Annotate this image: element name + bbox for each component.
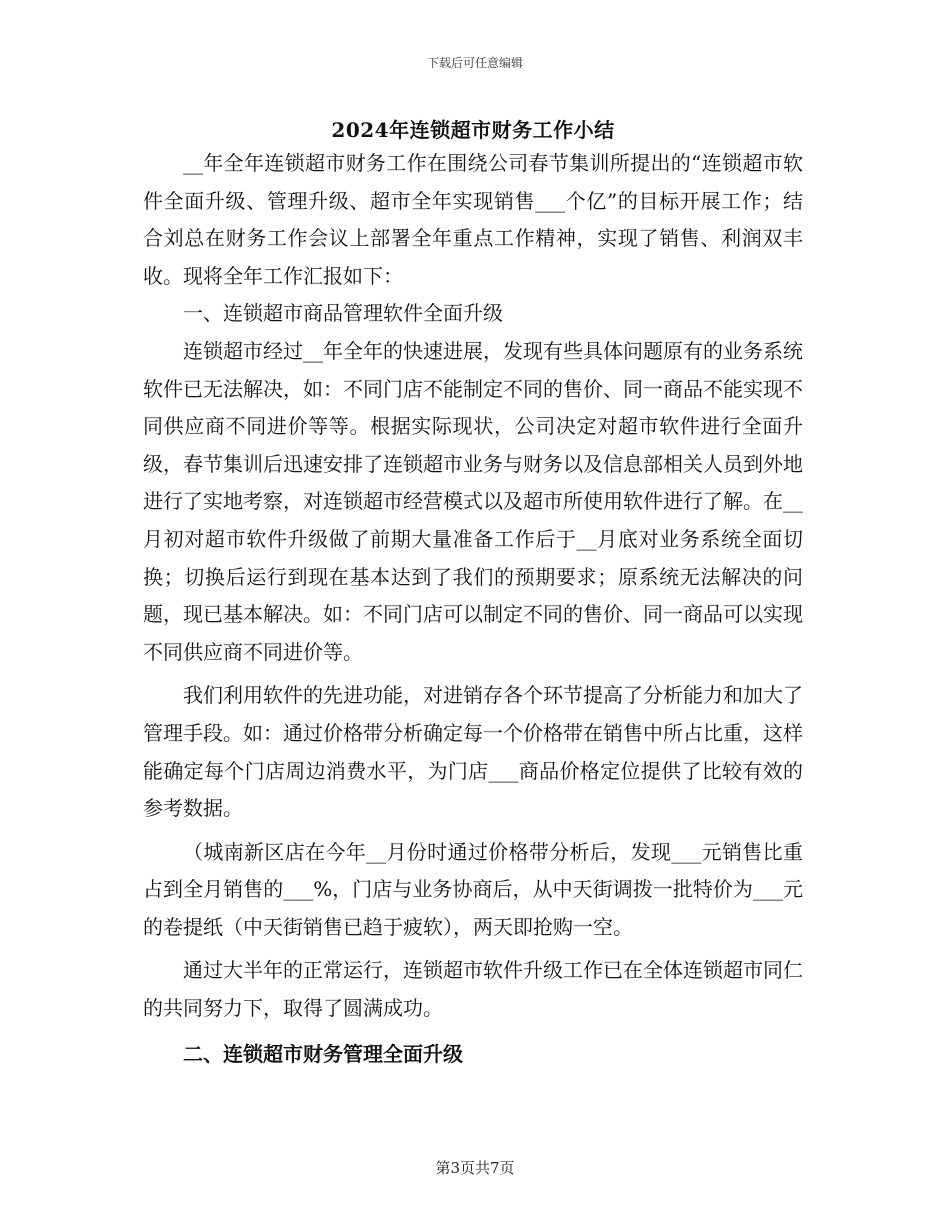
section-heading-2: 二、连锁超市财务管理全面升级 [183,1041,463,1066]
paragraph-summary: 通过大半年的正常运行，连锁超市软件升级工作已在全体连锁超市同仁的共同努力下，取得了圆满成功。 [143,958,803,1021]
document-title: 2024年连锁超市财务工作小结 [331,118,615,142]
document-body [143,145,803,1073]
header-note: 下载后可任意编辑 [426,56,523,70]
paragraph-example: （城南新区店在今年__月份时通过价格带分析后，发现___元销售比重占到全月销售的___%，门店与业务协商后，从中天街调拨一批特价为___元的卷提纸（中天街销售已趋于疲软），两天即抢购一空。 [143,839,803,939]
paragraph-software-upgrade: 连锁超市经过__年全年的快速进展，发现有些具体问题原有的业务系统软件已无法解决，如：不同门店不能制定不同的售价、同一商品不能实现不同供应商不同进价等等。根据实际现状，公司决定对超市软件进行全面升级，春节集训后迅速安排了连锁超市业务与财务以及信息部相关人员到外地进行了实地考察，对连锁超市经营模式以及超市所使用软件进行了解。在__月初对超市软件升级做了前期大量准备工作后于__月底对业务系统全面切换；切换后运行到现在基本达到了我们的预期要求；原系统无法解决的问题，现已基本解决。如：不同门店可以制定不同的售价、同一商品可以实现不同供应商不同进价等。 [143,338,803,664]
section-heading-1: 一、连锁超市商品管理软件全面升级 [183,301,503,326]
paragraph-intro: __年全年连锁超市财务工作在围绕公司春节集训所提出的“连锁超市软件全面升级、管理升级、超市全年实现销售___个亿”的目标开展工作；结合刘总在财务工作会议上部署全年重点工作精神，实现了销售、利润双丰收。现将全年工作汇报如下： [143,151,803,288]
page-number: 第3页共7页 [435,1159,515,1177]
paragraph-analysis: 我们利用软件的先进功能，对进销存各个环节提高了分析能力和加大了管理手段。如：通过价格带分析确定每一个价格带在销售中所占比重，这样能确定每个门店周边消费水平，为门店___商品价格定位提供了比较有效的参考数据。 [143,683,803,821]
